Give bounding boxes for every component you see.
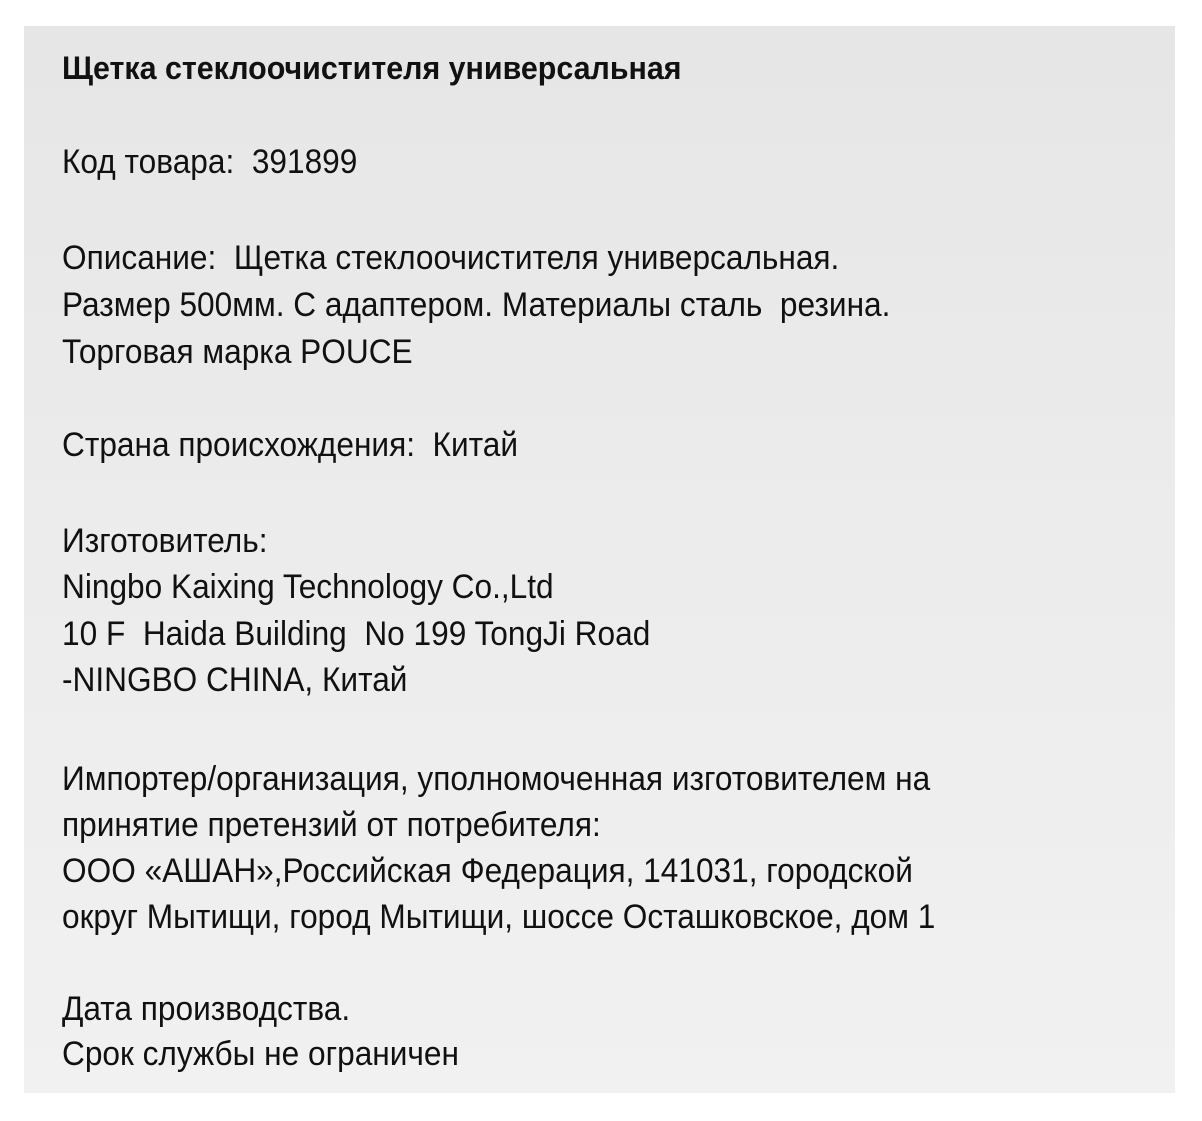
- product-code: Код товара: 391899: [62, 143, 358, 181]
- production-date: Дата производства.: [62, 990, 351, 1028]
- importer-line: округ Мытищи, город Мытищи, шоссе Осташковское, дом 1: [62, 898, 936, 936]
- description-line: Размер 500мм. С адаптером. Материалы сталь резина.: [62, 286, 891, 324]
- description-line: Описание: Щетка стеклоочистителя универсальная.: [62, 239, 840, 277]
- manufacturer-line: -NINGBO CHINA, Китай: [62, 661, 408, 699]
- country-of-origin: Страна происхождения: Китай: [62, 426, 519, 464]
- service-life: Срок службы не ограничен: [62, 1035, 459, 1073]
- product-title: Щетка стеклоочистителя универсальная: [62, 50, 682, 86]
- description-line: Торговая марка POUCE: [62, 333, 413, 371]
- importer-line: Импортер/организация, уполномоченная изготовителем на: [62, 760, 931, 798]
- manufacturer-heading: Изготовитель:: [62, 522, 268, 560]
- manufacturer-line: Ningbo Kaixing Technology Co.,Ltd: [62, 568, 554, 606]
- importer-line: принятие претензий от потребителя:: [62, 806, 601, 844]
- manufacturer-line: 10 F Haida Building No 199 TongJi Road: [62, 615, 651, 653]
- importer-line: ООО «АШАН»,Российская Федерация, 141031, городской: [62, 852, 913, 890]
